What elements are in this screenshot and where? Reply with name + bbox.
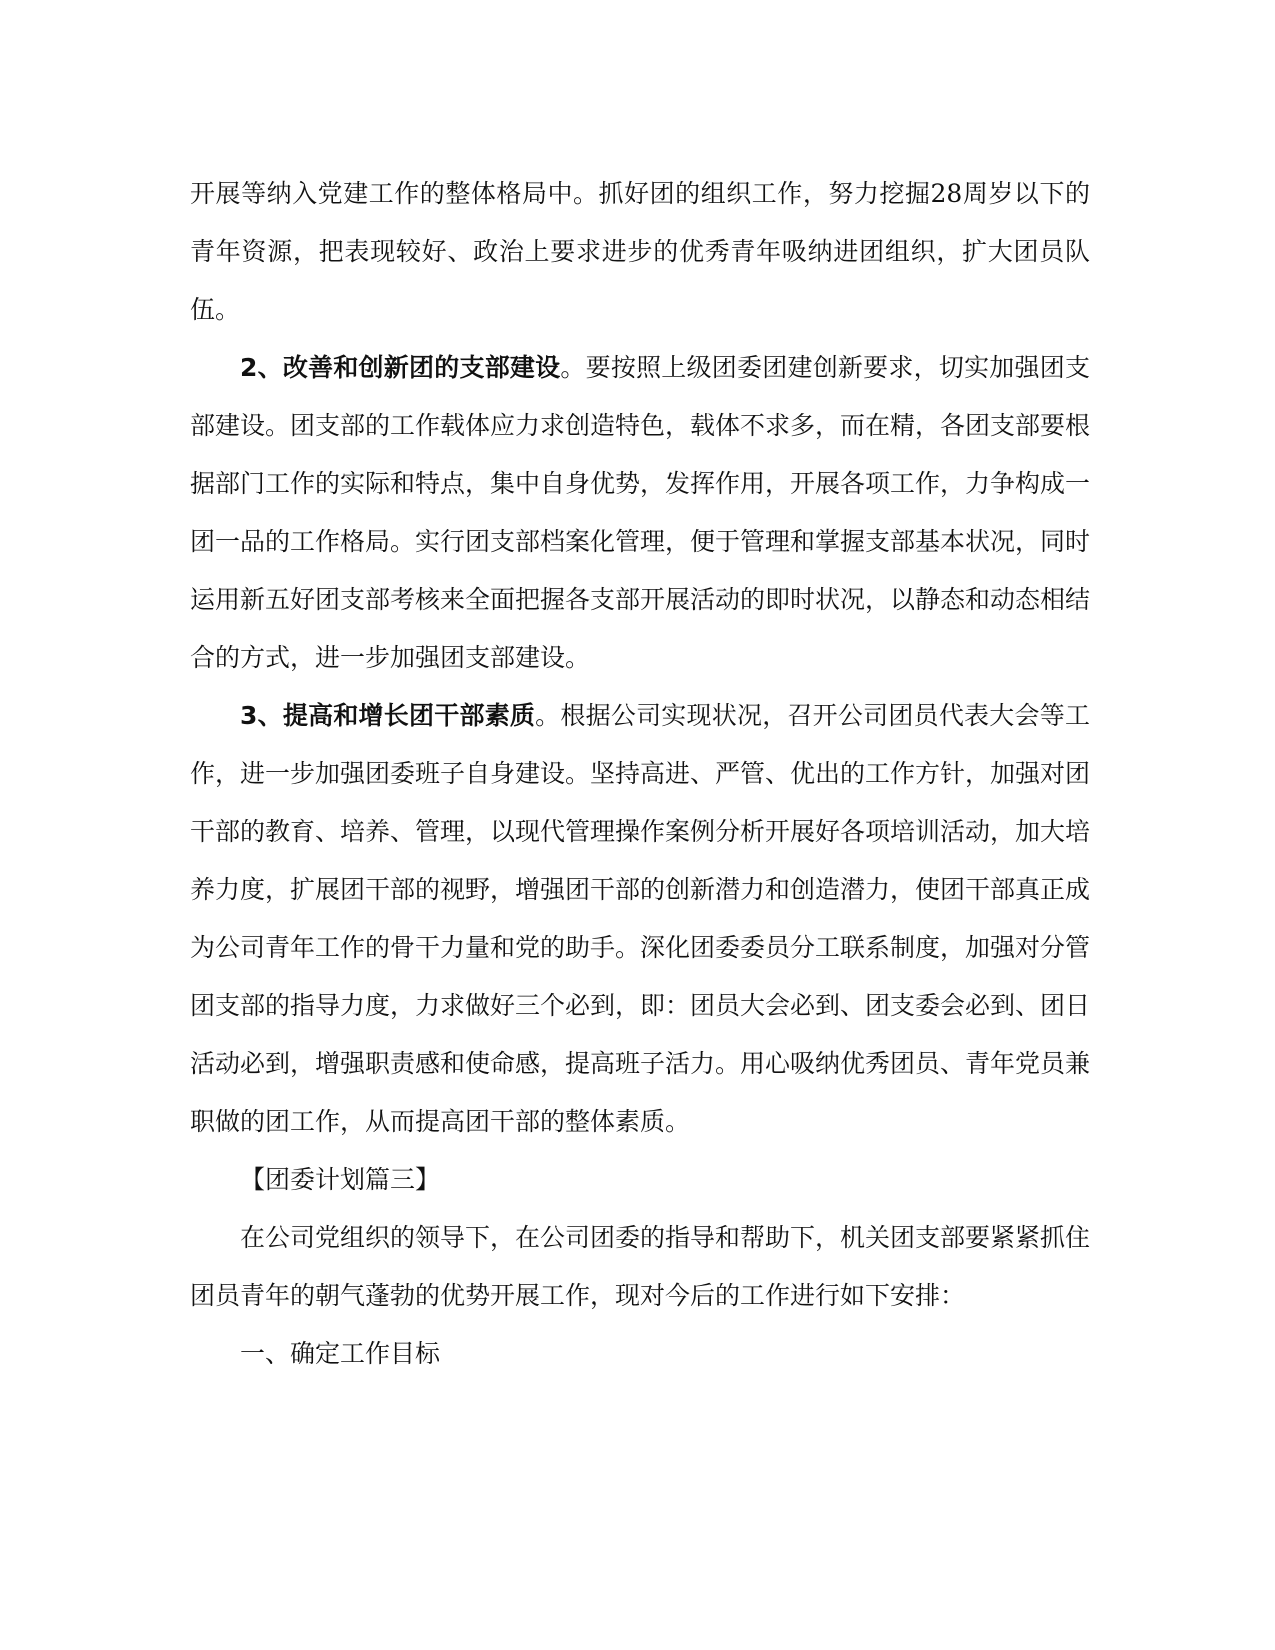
paragraph-3 [190, 687, 1090, 1151]
section-title [190, 1151, 1090, 1209]
paragraph-2-text: 。要按照上级团委团建创新要求，切实加强团支部建设。团支部的工作载体应力求创造特色，载体不求多，而在精，各团支部要根据部门工作的实际和特点，集中自身优势，发挥作用，开展各项工作，力争构成一团一品的工作格局。实行团支部档案化管理，便于管理和掌握支部基本状况，同时运用新五好团支部考核来全面把握各支部开展活动的即时状况，以静态和动态相结合的方式，进一步加强团支部建设。 [190, 353, 1091, 672]
paragraph-3-text: 。根据公司实现状况，召开公司团员代表大会等工作，进一步加强团委班子自身建设。坚持高进、严管、优出的工作方针，加强对团干部的教育、培养、管理，以现代管理操作案例分析开展好各项培训活动，加大培养力度，扩展团干部的视野，增强团干部的创新潜力和创造潜力，使团干部真正成为公司青年工作的骨干力量和党的助手。深化团委委员分工联系制度，加强对分管团支部的指导力度，力求做好三个必到，即：团员大会必到、团支委会必到、团日活动必到，增强职责感和使命感，提高班子活力。用心吸纳优秀团员、青年党员兼职做的团工作，从而提高团干部的整体素质。 [190, 701, 1091, 1136]
paragraph-1 [190, 165, 1090, 339]
subsection-heading-text: 一、确定工作目标 [240, 1339, 441, 1368]
section-title-text: 【团委计划篇三】 [240, 1165, 441, 1194]
document-body [190, 165, 1090, 1383]
paragraph-5 [190, 1209, 1090, 1325]
paragraph-1-text: 开展等纳入党建工作的整体格局中。抓好团的组织工作，努力挖掘28周岁以下的青年资源，把表现较好、政治上要求进步的优秀青年吸纳进团组织，扩大团员队伍。 [190, 179, 1090, 324]
paragraph-2-heading: 2、改善和创新团的支部建设 [240, 353, 561, 382]
paragraph-3-heading: 3、提高和增长团干部素质 [240, 701, 536, 730]
paragraph-5-text: 在公司党组织的领导下，在公司团委的指导和帮助下，机关团支部要紧紧抓住团员青年的朝气蓬勃的优势开展工作，现对今后的工作进行如下安排： [190, 1223, 1091, 1310]
subsection-heading [190, 1325, 1090, 1383]
paragraph-2 [190, 339, 1090, 687]
